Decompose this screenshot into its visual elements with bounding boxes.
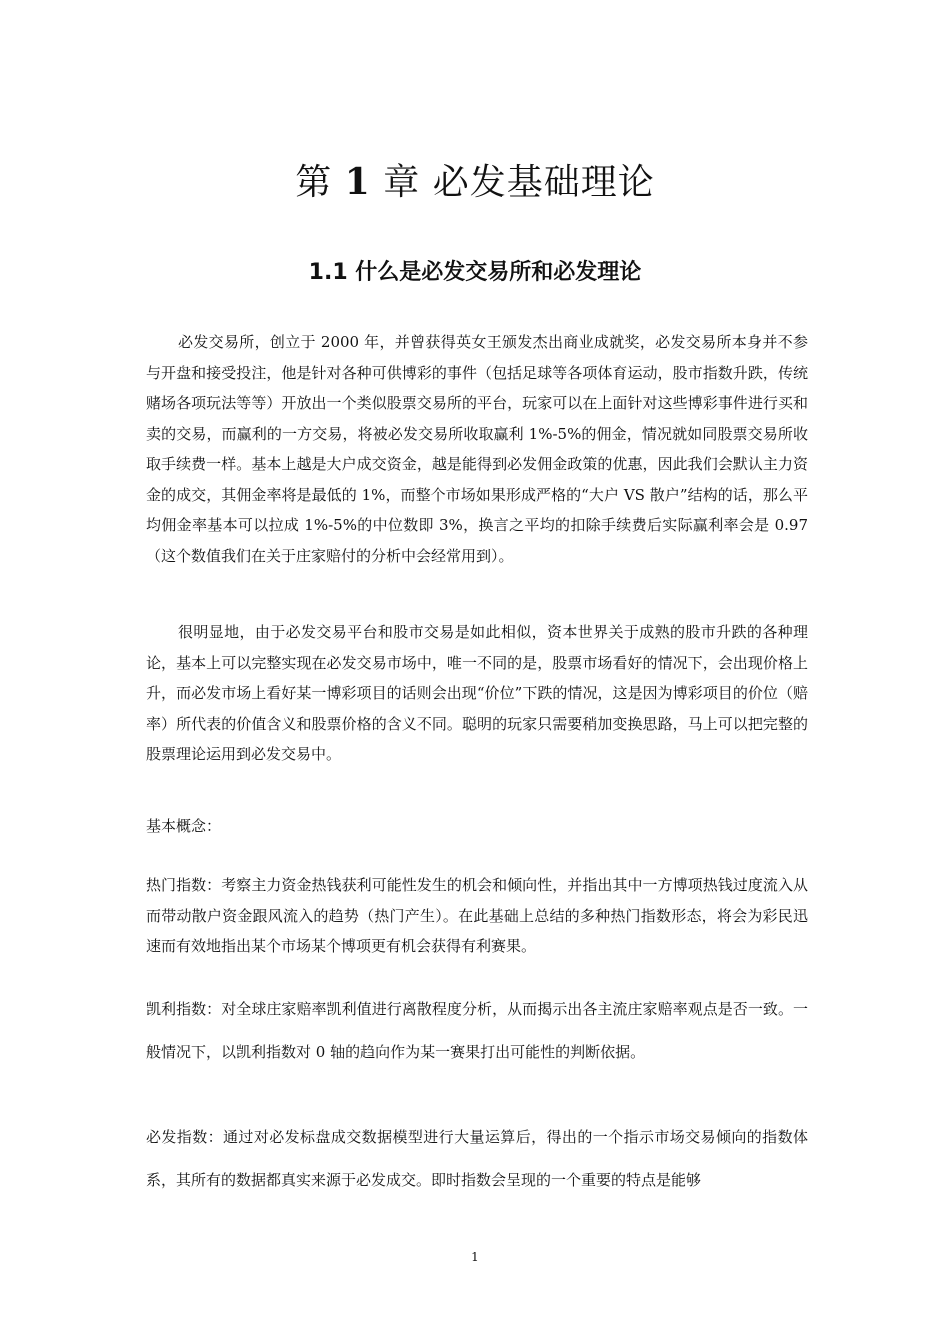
hot-index-paragraph: 热门指数：考察主力资金热钱获利可能性发生的机会和倾向性，并指出其中一方博项热钱过度流入从而带动散户资金跟风流入的趋势（热门产生）。在此基础上总结的多种热门指数形态，将会为彩民迅速而有效地指出某个市场某个博项更有机会获得有利赛果。 [146,876,808,955]
page-number: 1 [471,1250,479,1264]
chapter-title [0,152,950,213]
chapter-prefix: 第 [295,162,333,203]
section-title: 1.1 什么是必发交易所和必发理论 [308,260,642,285]
intro-paragraph: 必发交易所，创立于 2000 年，并曾获得英女王颁发杰出商业成就奖，必发交易所本身并不参与开盘和接受投注，他是针对各种可供博彩的事件（包括足球等各项体育运动，股市指数升跌，传统赌场各项玩法等等）开放出一个类似股票交易所的平台，玩家可以在上面针对这些博彩事件进行买和卖的交易，而赢利的一方交易，将被必发交易所收取赢利 1%-5%的佣金，情况就如同股票交易所收取手续费一样。基本上越是大户成交资金，越是能得到必发佣金政策的优惠，因此我们会默认主力资金的成交，其佣金率将是最低的 1%，而整个市场如果形成严格的“大户 VS 散户”结构的话，那么平均佣金率基本可以拉成 1%-5%的中位数即 3%，换言之平均的扣除手续费后实际赢利率会是 0.97（这个数值我们在关于庄家赔付的分析中会经常用到）。 [146,333,808,565]
betfair-index-paragraph: 必发指数：通过对必发标盘成交数据模型进行大量运算后，得出的一个指示市场交易倾向的指数体系，其所有的数据都真实来源于必发成交。即时指数会呈现的一个重要的特点是能够 [146,1128,808,1189]
chapter-number: 1 [344,161,371,203]
chapter-name: 章 必发基础理论 [383,162,655,203]
basic-concepts-heading: 基本概念： [146,817,222,835]
comparison-paragraph: 很明显地，由于必发交易平台和股市交易是如此相似，资本世界关于成熟的股市升跌的各种理论，基本上可以完整实现在必发交易市场中，唯一不同的是，股票市场看好的情况下，会出现价格上升，而必发市场上看好某一博彩项目的话则会出现“价位”下跌的情况，这是因为博彩项目的价位（赔率）所代表的价值含义和股票价格的含义不同。聪明的玩家只需要稍加变换思路，马上可以把完整的股票理论运用到必发交易中。 [146,623,808,763]
kelly-index-paragraph: 凯利指数：对全球庄家赔率凯利值进行离散程度分析，从而揭示出各主流庄家赔率观点是否一致。一般情况下，以凯利指数对 0 轴的趋向作为某一赛果打出可能性的判断依据。 [146,1000,808,1061]
